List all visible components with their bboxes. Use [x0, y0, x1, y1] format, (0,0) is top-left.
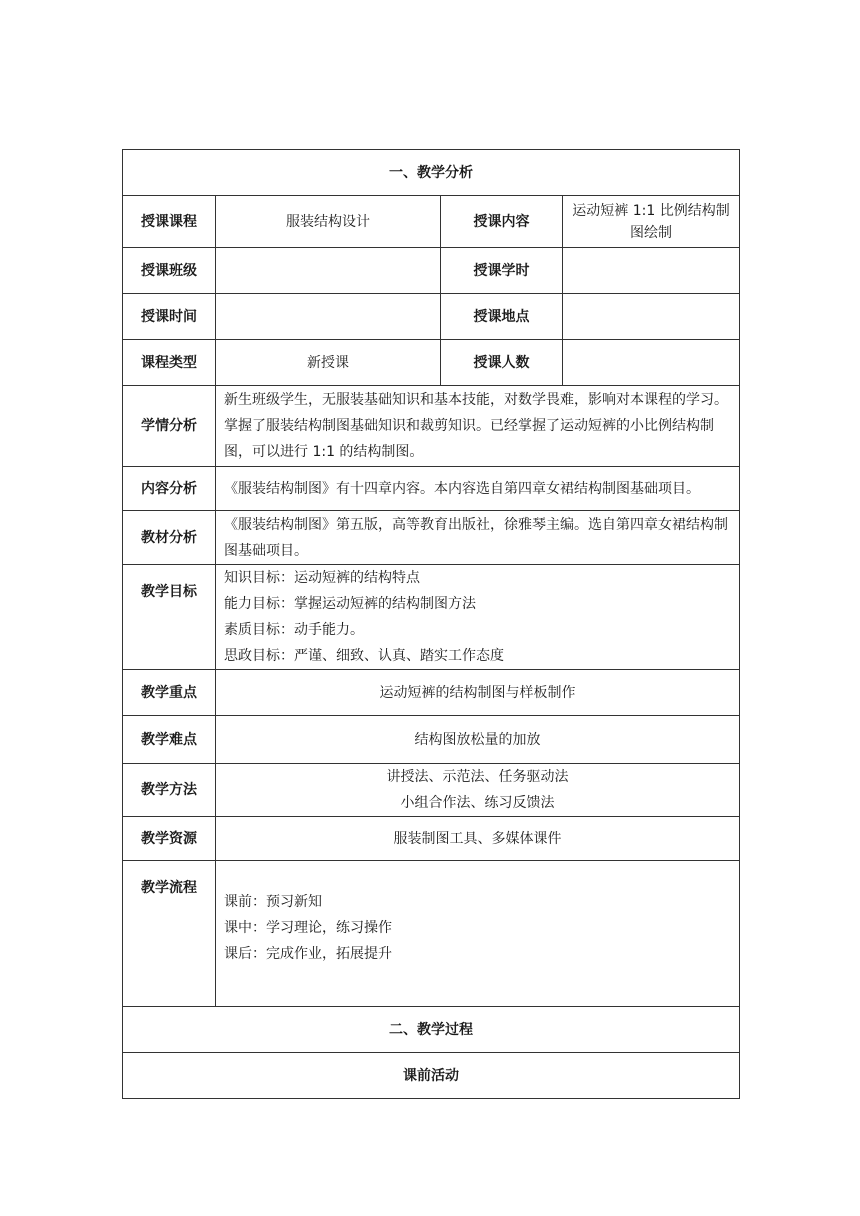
table-row [123, 196, 740, 248]
value-location [563, 294, 740, 340]
value-class [216, 248, 441, 294]
methods-list [216, 764, 740, 817]
label-time: 授课时间 [123, 294, 216, 340]
label-content-analysis: 内容分析 [123, 467, 216, 511]
table-row [123, 764, 740, 817]
process-item: 课后：完成作业，拓展提升 [224, 946, 392, 962]
label-count: 授课人数 [441, 340, 563, 386]
textbook-analysis-text: 《服装结构制图》第五版，高等教育出版社，徐雅琴主编。选自第四章女裙结构制图基础项目。 [216, 511, 740, 565]
value-count [563, 340, 740, 386]
label-learner-analysis: 学情分析 [123, 386, 216, 467]
table-row [123, 248, 740, 294]
label-objectives: 教学目标 [123, 565, 216, 670]
table-row [123, 386, 740, 467]
label-resources: 教学资源 [123, 817, 216, 861]
table-row [123, 861, 740, 1007]
table-row [123, 340, 740, 386]
value-time [216, 294, 441, 340]
objective-item: 思政目标：严谨、细致、认真、踏实工作态度 [224, 648, 504, 664]
value-content: 运动短裤 1:1 比例结构制图绘制 [563, 196, 740, 248]
objective-item: 知识目标：运动短裤的结构特点 [224, 570, 420, 586]
label-difficulty: 教学难点 [123, 716, 216, 764]
label-course: 授课课程 [123, 196, 216, 248]
method-line: 讲授法、示范法、任务驱动法 [386, 769, 569, 785]
table-row [123, 511, 740, 565]
objectives-list [216, 565, 740, 670]
table-row [123, 817, 740, 861]
label-class: 授课班级 [123, 248, 216, 294]
difficulty-text: 结构图放松量的加放 [216, 716, 740, 764]
label-methods: 教学方法 [123, 764, 216, 817]
label-location: 授课地点 [441, 294, 563, 340]
label-process: 教学流程 [123, 861, 216, 1007]
process-list [216, 861, 740, 1007]
process-item: 课前：预习新知 [224, 894, 322, 910]
table-row [123, 467, 740, 511]
label-type: 课程类型 [123, 340, 216, 386]
subsection-title: 课前活动 [123, 1053, 740, 1099]
table-row [123, 716, 740, 764]
section-title-process: 二、教学过程 [123, 1007, 740, 1053]
resources-text: 服装制图工具、多媒体课件 [216, 817, 740, 861]
process-item: 课中：学习理论，练习操作 [224, 920, 392, 936]
label-key-point: 教学重点 [123, 670, 216, 716]
table-row [123, 670, 740, 716]
lesson-plan-table [122, 149, 740, 1099]
value-type: 新授课 [216, 340, 441, 386]
objective-item: 能力目标：掌握运动短裤的结构制图方法 [224, 596, 476, 612]
label-hours: 授课学时 [441, 248, 563, 294]
key-point-text: 运动短裤的结构制图与样板制作 [216, 670, 740, 716]
value-course: 服装结构设计 [216, 196, 441, 248]
method-line: 小组合作法、练习反馈法 [400, 795, 555, 811]
label-content: 授课内容 [441, 196, 563, 248]
content-analysis-text: 《服装结构制图》有十四章内容。本内容选自第四章女裙结构制图基础项目。 [216, 467, 740, 511]
label-textbook-analysis: 教材分析 [123, 511, 216, 565]
table-row [123, 294, 740, 340]
learner-analysis-text: 新生班级学生，无服装基础知识和基本技能，对数学畏难，影响对本课程的学习。掌握了服装结构制图基础知识和裁剪知识。已经掌握了运动短裤的小比例结构制图，可以进行 1:1 的结构制图。 [216, 386, 740, 467]
table-row [123, 565, 740, 670]
section-title-analysis: 一、教学分析 [123, 150, 740, 196]
objective-item: 素质目标：动手能力。 [224, 622, 364, 638]
value-hours [563, 248, 740, 294]
